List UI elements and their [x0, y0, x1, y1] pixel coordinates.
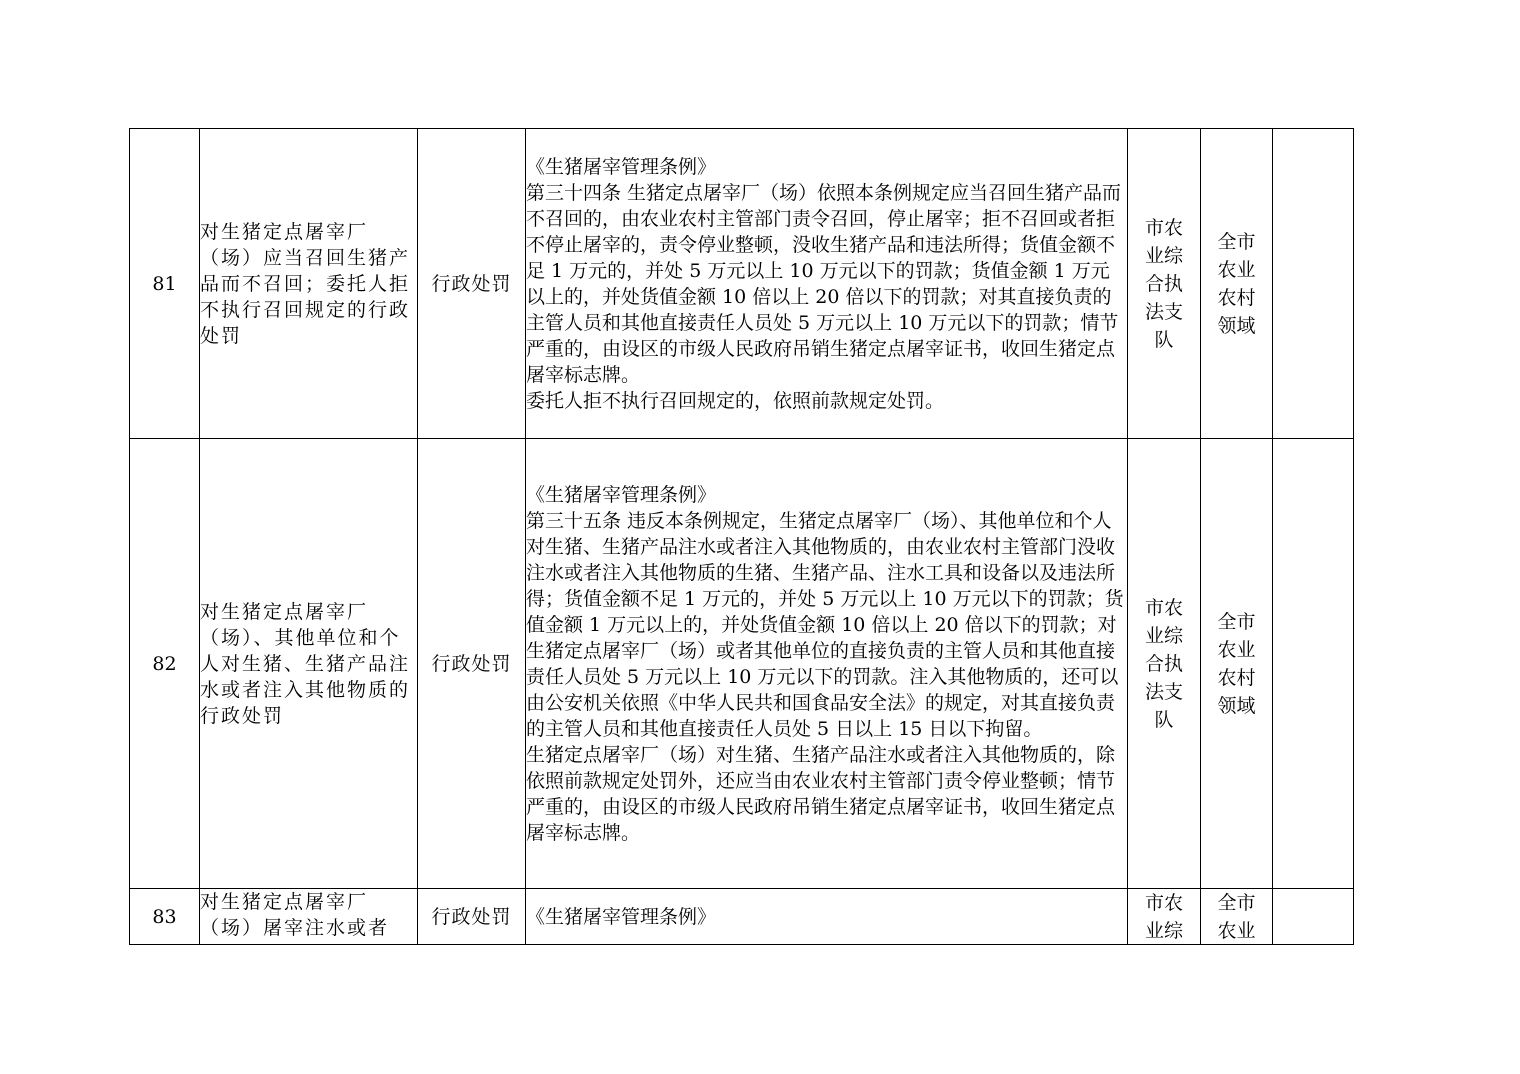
item-name: 对生猪定点屠宰厂（场）应当召回生猪产品而不召回；委托人拒不执行召回规定的行政处罚: [200, 129, 418, 439]
table-row: [130, 889, 1354, 945]
legal-basis: [526, 129, 1128, 439]
enforcement-agency: 市农业综合执法支队: [1144, 216, 1183, 351]
enforcement-agency: 市农业综合执法支队: [1144, 596, 1183, 731]
note: [1273, 439, 1354, 889]
scope-cell: [1201, 889, 1273, 945]
item-type: 行政处罚: [418, 129, 526, 439]
enforcement-agency-cell: [1128, 439, 1201, 889]
enforcement-table: [129, 128, 1354, 945]
item-name: 对生猪定点屠宰厂（场）屠宰注水或者: [200, 891, 390, 939]
basis-paragraph: 第三十五条 违反本条例规定，生猪定点屠宰厂（场）、其他单位和个人对生猪、生猪产品注水或者注入其他物质的，由农业农村主管部门没收注水或者注入其他物质的生猪、生猪产品、注水工具和设备以及违法所得；货值金额不足 1 万元的，并处 5 万元以上 10 万元以下的罚款；货值金额 1 万元以上的，并处货值金额 10 倍以上 20 倍以下的罚款；对生猪定点屠宰厂（场）或者其他单位的直接负责的主管人员和其他直接责任人员处 5 万元以上 10 万元以下的罚款。注入其他物质的，还可以由公安机关依照《中华人民共和国食品安全法》的规定，对其直接负责的主管人员和其他直接责任人员处 5 日以上 15 日以下拘留。: [526, 509, 1124, 740]
enforcement-agency-cell: [1128, 889, 1201, 945]
enforcement-agency: 市农业综: [1144, 892, 1183, 942]
scope: 全市农业: [1217, 892, 1256, 942]
row-number: 81: [130, 129, 200, 439]
item-name-cell: [200, 889, 418, 945]
note: [1273, 889, 1354, 945]
item-type: 行政处罚: [418, 439, 526, 889]
scope: 全市农业农村领域: [1217, 610, 1256, 717]
scope-cell: [1201, 129, 1273, 439]
basis-paragraph: 第三十四条 生猪定点屠宰厂（场）依照本条例规定应当召回生猪产品而不召回的，由农业农村主管部门责令召回，停止屠宰；拒不召回或者拒不停止屠宰的，责令停业整顿，没收生猪产品和违法所得；货值金额不足 1 万元的，并处 5 万元以上 10 万元以下的罚款；货值金额 1 万元以上的，并处货值金额 10 倍以上 20 倍以下的罚款；对其直接负责的主管人员和其他直接责任人员处 5 万元以上 10 万元以下的罚款；情节严重的，由设区的市级人民政府吊销生猪定点屠宰证书，收回生猪定点屠宰标志牌。: [526, 181, 1122, 386]
enforcement-agency-cell: [1128, 129, 1201, 439]
row-number: 82: [130, 439, 200, 889]
legal-basis: [526, 439, 1128, 889]
note: [1273, 129, 1354, 439]
basis-paragraph: 《生猪屠宰管理条例》: [526, 155, 717, 178]
item-type: 行政处罚: [418, 889, 526, 945]
basis-paragraph: 《生猪屠宰管理条例》: [526, 905, 717, 928]
scope-cell: [1201, 439, 1273, 889]
legal-basis: [526, 889, 1128, 945]
basis-paragraph: 生猪定点屠宰厂（场）对生猪、生猪产品注水或者注入其他物质的，除依照前款规定处罚外，还应当由农业农村主管部门责令停业整顿；情节严重的，由设区的市级人民政府吊销生猪定点屠宰证书，收回生猪定点屠宰标志牌。: [526, 743, 1116, 844]
basis-paragraph: 委托人拒不执行召回规定的，依照前款规定处罚。: [526, 389, 945, 412]
scope: 全市农业农村领域: [1217, 230, 1256, 337]
row-number: 83: [130, 889, 200, 945]
table-row: [130, 439, 1354, 889]
item-name: 对生猪定点屠宰厂（场）、其他单位和个人对生猪、生猪产品注水或者注入其他物质的行政处罚: [200, 439, 418, 889]
basis-paragraph: 《生猪屠宰管理条例》: [526, 483, 717, 506]
table-row: [130, 129, 1354, 439]
